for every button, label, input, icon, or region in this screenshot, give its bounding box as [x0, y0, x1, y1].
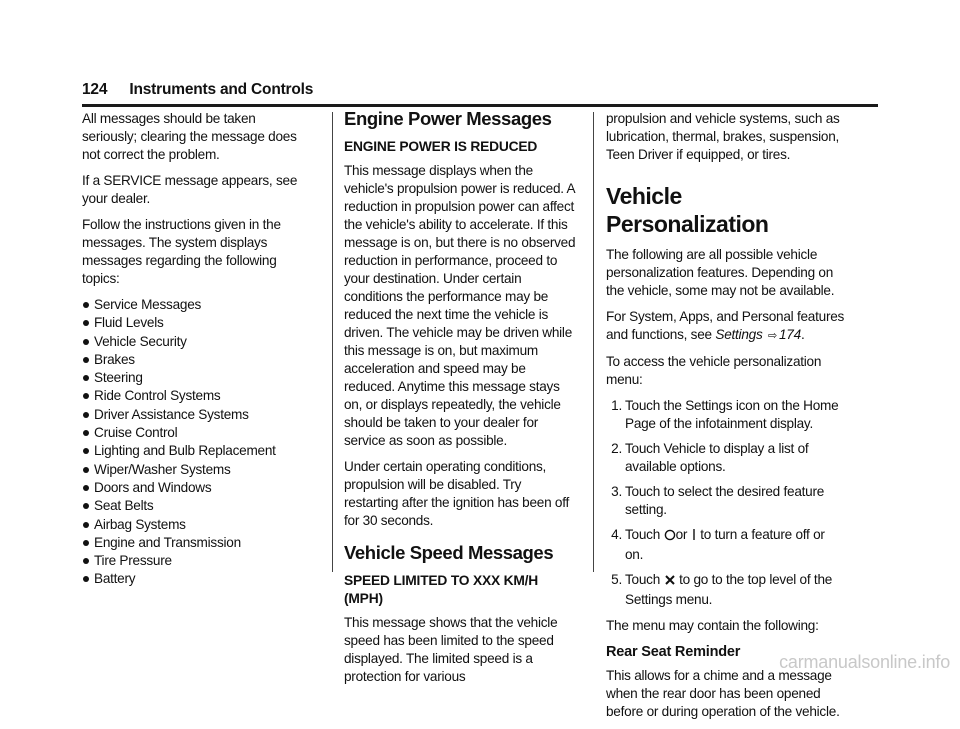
list-item: Engine and Transmission [82, 534, 308, 552]
watermark: carmanualsonline.info [779, 652, 950, 672]
column-middle [344, 108, 578, 694]
list-item: Battery [82, 570, 308, 588]
heading-rear-seat-reminder: Rear Seat Reminder [606, 644, 741, 660]
page-reference[interactable]: 174 [779, 327, 801, 342]
list-item: Airbag Systems [82, 516, 308, 534]
steps-list [606, 397, 846, 609]
subheading-speed-limited: SPEED LIMITED TO XXX KM/H (MPH) [344, 573, 539, 606]
paragraph-settings-reference: For System, Apps, and Personal features and functions, see Settings ⇨ 174. [606, 309, 845, 342]
paragraph-propulsion-disabled: Under certain operating conditions, propulsion will be disabled. Try restarting after the ignition has been off for 30 seconds. [344, 459, 570, 528]
paragraph-engine-power: This message displays when the vehicle's propulsion power is reduced. A reduction in propulsion power can affect the vehicle's ability to accelerate. If this message is on, but there is no observed reduction in performance, proceed to your destination. Under certain conditions the performance may be reduced the next time the vehicle is driven. The vehicle may be driven while this message is on, but maximum acceleration and speed may be reduced. Anytime this message stays on, or displays repeatedly, the vehicle should be taken to your dealer for service as soon as possible. [344, 163, 576, 448]
paragraph-personalization-features: The following are all possible vehicle personalization features. Depending on the vehicle, some may not be available. [606, 247, 835, 298]
topics-list [82, 296, 308, 588]
heading-engine-power-messages: Engine Power Messages [344, 108, 552, 129]
paragraph-menu-contents: The menu may contain the following: [606, 618, 819, 633]
section-title: Instruments and Controls [129, 81, 314, 98]
list-item: 2. Touch Vehicle to display a list of available options. [611, 441, 809, 474]
paragraph-speed-limited: This message shows that the vehicle speed has been limited to the speed displayed. The limited speed is a protection for various [344, 615, 558, 684]
list-item: Tire Pressure [82, 552, 308, 570]
list-item: Ride Control Systems [82, 387, 308, 405]
header-rule [82, 104, 878, 107]
list-item: Cruise Control [82, 424, 308, 442]
list-item: Wiper/Washer Systems [82, 461, 308, 479]
paragraph-continued: propulsion and vehicle systems, such as lubrication, thermal, brakes, suspension, Teen Driver if equipped, or tires. [606, 111, 840, 162]
page-number: 124 [82, 81, 108, 98]
paragraph-access-menu: To access the vehicle personalization menu: [606, 354, 822, 387]
paragraph-instructions: Follow the instructions given in the messages. The system displays messages regarding the following topics: [82, 217, 281, 286]
list-item: Doors and Windows [82, 479, 308, 497]
list-item: Seat Belts [82, 497, 308, 515]
list-item: Driver Assistance Systems [82, 406, 308, 424]
list-item: 5. Touch to go to the top level of the Settings menu. [611, 572, 833, 607]
column-divider [593, 112, 594, 572]
list-item: Lighting and Bulb Replacement [82, 442, 308, 460]
list-item: Service Messages [82, 296, 308, 314]
list-item: Steering [82, 369, 308, 387]
settings-link[interactable]: Settings [715, 327, 763, 342]
list-item: 3. Touch to select the desired feature setting. [611, 484, 825, 517]
paragraph-service-message: If a SERVICE message appears, see your dealer. [82, 173, 298, 206]
paragraph-messages-serious: All messages should be taken seriously; clearing the message does not correct the problem. [82, 111, 297, 162]
list-item: Fluid Levels [82, 314, 308, 332]
heading-vehicle-personalization: Vehicle Personalization [606, 183, 769, 237]
list-item: Brakes [82, 351, 308, 369]
page-reference-icon: ⇨ [768, 330, 777, 342]
list-item: 4. Touch or to turn a feature off or on. [611, 527, 825, 562]
list-item: Vehicle Security [82, 333, 308, 351]
column-left [82, 110, 308, 589]
page-header [82, 81, 878, 99]
column-divider [332, 112, 333, 572]
paragraph-rear-seat-reminder: This allows for a chime and a message when the rear door has been opened before or during operation of the vehicle. [606, 668, 840, 719]
subheading-engine-power-reduced: ENGINE POWER IS REDUCED [344, 139, 538, 154]
toggle-off-icon [664, 528, 676, 546]
heading-vehicle-speed-messages: Vehicle Speed Messages [344, 542, 554, 563]
column-right [606, 110, 846, 729]
list-item: 1. Touch the Settings icon on the Home Page of the infotainment display. [611, 398, 839, 431]
toggle-on-icon [691, 528, 697, 546]
close-icon [664, 573, 676, 591]
